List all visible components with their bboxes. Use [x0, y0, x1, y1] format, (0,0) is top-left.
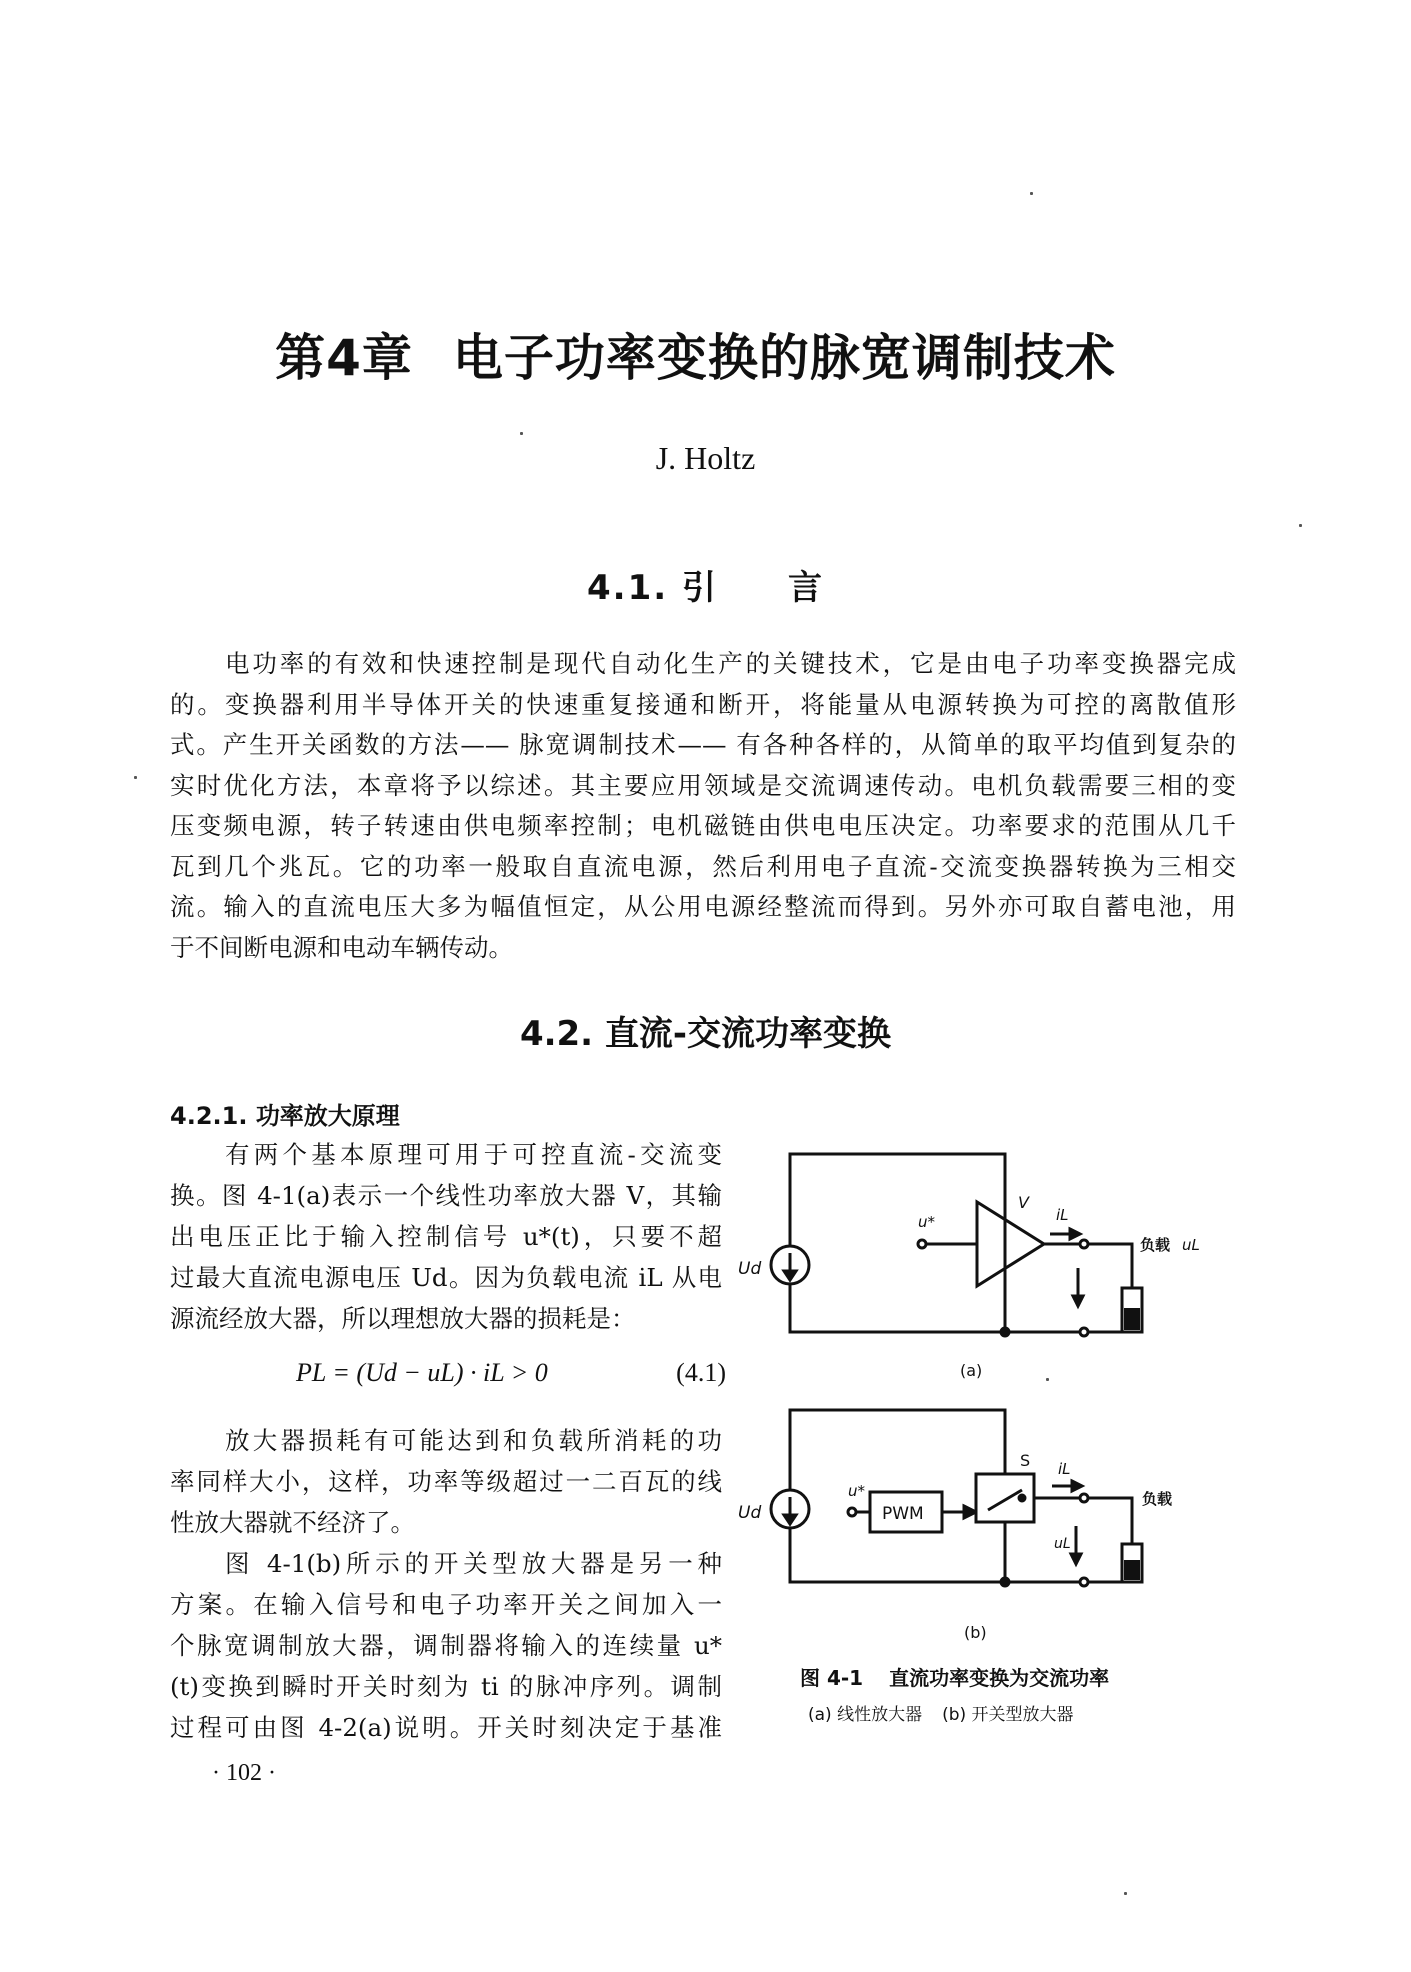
source-label-a: Ud	[738, 1259, 762, 1279]
subcaption-a: (a) 线性放大器	[808, 1705, 923, 1725]
arrow-head	[1072, 1481, 1082, 1491]
author: J. Holtz	[655, 440, 756, 476]
output-terminal	[1080, 1240, 1088, 1248]
text-line: 于不间断电源和电动车辆传动。	[170, 932, 513, 962]
load-label-a: 负载	[1140, 1236, 1171, 1254]
subsection-number: 4.2.1.	[170, 1102, 248, 1130]
section-title-part: 引	[682, 568, 718, 608]
section-number: 4.1.	[587, 568, 669, 608]
scan-speck	[1046, 1378, 1049, 1381]
text-line: 个脉宽调制放大器，调制器将输入的连续量 u*	[170, 1631, 722, 1660]
equation-text: PL = (Ud − uL) · iL > 0	[296, 1358, 548, 1387]
wire	[790, 1284, 1084, 1332]
section-heading-4-1	[0, 560, 1411, 609]
circuit-a	[738, 1154, 1200, 1380]
body-paragraph-2	[170, 1420, 722, 1748]
voltage-label-a: uL	[1182, 1236, 1200, 1254]
input-terminal	[848, 1508, 856, 1516]
text-line: 换。图 4-1(a)表示一个线性功率放大器 V，其输	[170, 1181, 722, 1210]
section-title: 直流-交流功率变换	[604, 1014, 892, 1054]
amplifier-icon	[977, 1202, 1044, 1286]
text-line: 图 4-1(b)所示的开关型放大器是另一种	[225, 1549, 722, 1578]
arrow-head	[1073, 1296, 1083, 1306]
load-fill	[1124, 1308, 1140, 1330]
equation-number: (4.1)	[676, 1358, 726, 1387]
subfigure-label-a: (a)	[960, 1361, 983, 1380]
circuit-b	[738, 1410, 1172, 1642]
input-label-b: u*	[848, 1482, 866, 1500]
pwm-label: PWM	[882, 1504, 924, 1524]
scan-speck	[1030, 192, 1033, 195]
voltage-label-b: uL	[1054, 1536, 1071, 1552]
text-line: 源流经放大器，所以理想放大器的损耗是：	[170, 1304, 636, 1333]
wire	[1088, 1244, 1132, 1288]
equation-4-1	[296, 1358, 726, 1388]
input-terminal	[918, 1240, 926, 1248]
load-fill	[1124, 1560, 1140, 1580]
figure-caption	[800, 1662, 1109, 1691]
text-line: 瓦到几个兆瓦。它的功率一般取自直流电源，然后利用电子直流-交流变换器转换为三相交	[170, 851, 1236, 881]
arrow-head	[964, 1506, 976, 1518]
scan-speck	[134, 776, 137, 779]
junction-dot	[1001, 1578, 1009, 1586]
text-line: 电功率的有效和快速控制是现代自动化生产的关键技术，它是由电子功率变换器完成	[225, 649, 1236, 678]
text-line: 的。变换器利用半导体开关的快速重复接通和断开，将能量从电源转换为可控的离散值形	[170, 689, 1236, 719]
wire	[790, 1410, 1005, 1490]
text-line: 性放大器就不经济了。	[170, 1508, 415, 1537]
text-line: 流。输入的直流电压大多为幅值恒定，从公用电源经整流而得到。另外亦可取自蓄电池，用	[170, 892, 1236, 921]
section-heading-4-2	[0, 1006, 1411, 1055]
current-label-a: iL	[1056, 1206, 1069, 1224]
text-line: 出电压正比于输入控制信号 u*(t)，只要不超	[170, 1222, 722, 1251]
subcaption-b: (b) 开关型放大器	[942, 1705, 1074, 1725]
text-line: 方案。在输入信号和电子功率开关之间加入一	[170, 1590, 722, 1619]
input-label-a: u*	[918, 1213, 936, 1231]
scan-speck	[1299, 524, 1302, 527]
chapter-number: 第4章	[275, 329, 413, 387]
output-terminal	[1080, 1494, 1088, 1502]
page-number: · 102 ·	[212, 1760, 276, 1786]
subfigure-label-b: (b)	[964, 1623, 987, 1642]
text-line: 实时优化方法，本章将予以综述。其主要应用领域是交流调速传动。电机负载需要三相的变	[170, 770, 1236, 800]
scan-speck	[1124, 1892, 1127, 1895]
load-label-b: 负载	[1142, 1490, 1173, 1508]
subsection-heading	[170, 1096, 400, 1131]
text-line: 过程可由图 4-2(a)说明。开关时刻决定于基准	[170, 1713, 722, 1742]
current-label-b: iL	[1058, 1460, 1071, 1478]
figure-number: 图 4-1	[800, 1666, 864, 1690]
intro-paragraph	[170, 644, 1236, 968]
text-line: 式。产生开关函数的方法—— 脉宽调制技术—— 有各种各样的，从简单的取平均值到复杂的	[170, 730, 1236, 759]
subsection-title: 功率放大原理	[255, 1102, 400, 1130]
chapter-name: 电子功率变换的脉宽调制技术	[452, 329, 1116, 387]
text-line: 压变频电源，转子转速由供电频率控制；电机磁链由供电电压决定。功率要求的范围从几千	[170, 811, 1236, 840]
section-title-part: 言	[788, 568, 824, 608]
amplifier-label: V	[1018, 1193, 1029, 1212]
chapter-title	[0, 318, 1401, 390]
output-terminal	[1080, 1328, 1088, 1336]
arrow-head	[1070, 1229, 1080, 1239]
arrow-head	[784, 1515, 796, 1524]
body-paragraph-1	[170, 1134, 722, 1339]
scan-speck	[520, 432, 523, 435]
output-terminal	[1080, 1578, 1088, 1586]
text-line: (t)变换到瞬时开关时刻为 ti 的脉冲序列。调制	[170, 1672, 722, 1701]
junction-dot	[1001, 1328, 1009, 1336]
text-line: 率同样大小，这样，功率等级超过一二百瓦的线	[170, 1467, 722, 1496]
text-line: 有两个基本原理可用于可控直流-交流变	[225, 1140, 722, 1169]
text-line: 过最大直流电源电压 Ud。因为负载电流 iL 从电	[170, 1263, 722, 1292]
wire	[1088, 1498, 1132, 1544]
arrow-head	[1071, 1554, 1081, 1564]
text-line: 放大器损耗有可能达到和负载所消耗的功	[225, 1426, 722, 1455]
switch-contact	[1019, 1495, 1025, 1501]
switch-label: S	[1020, 1451, 1031, 1470]
figure-title: 直流功率变换为交流功率	[889, 1666, 1110, 1690]
section-number: 4.2.	[519, 1014, 594, 1054]
source-label-b: Ud	[738, 1503, 762, 1523]
figure-subcaption	[808, 1700, 1074, 1725]
arrow-head	[784, 1271, 796, 1280]
